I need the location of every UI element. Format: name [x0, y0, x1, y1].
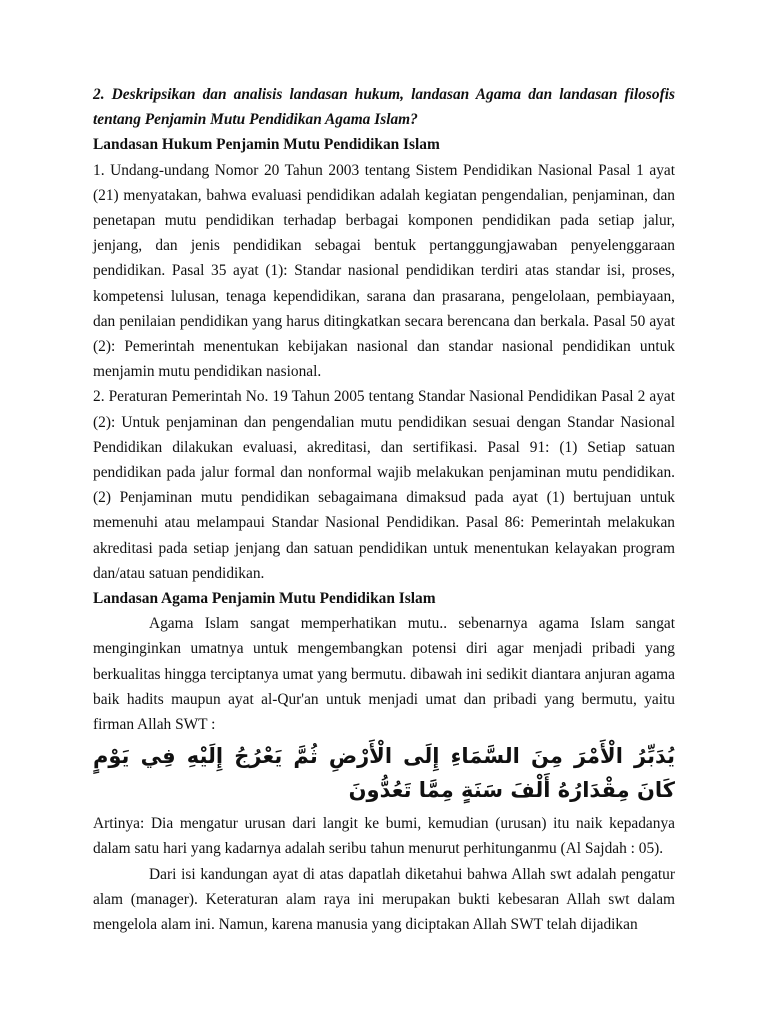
section-heading-hukum: Landasan Hukum Penjamin Mutu Pendidikan Islam	[93, 136, 440, 154]
paragraph-uu-20-2003: 1. Undang-undang Nomor 20 Tahun 2003 tentang Sistem Pendidikan Nasional Pasal 1 ayat (21) menyatakan, bahwa evaluasi pendidikan adalah kegiatan pengendalian, penjaminan, dan penetapan mutu pendidikan terhadap berbagai komponen pendidikan pada setiap jalur, jenjang, dan jenis pendidikan sebagai bentuk pertanggungjawaban penyelenggaraan pendidikan. Pasal 35 ayat (1): Standar nasional pendidikan terdiri atas standar isi, proses, kompetensi lulusan, tenaga kependidikan, sarana dan prasarana, pengelolaan, pembiayaan, dan penilaian pendidikan yang harus ditingkatkan secara berencana dan berkala. Pasal 50 ayat (2): Pemerintah menentukan kebijakan nasional dan standar nasional pendidikan untuk menjamin mutu pendidikan nasional.	[93, 161, 675, 381]
paragraph-agama-intro: Agama Islam sangat memperhatikan mutu.. sebenarnya agama Islam sangat menginginkan umatnya untuk mengembangkan potensi diri agar menjadi pribadi yang berkualitas hingga terciptanya umat yang bermutu. dibawah ini sedikit diantara anjuran agama baik hadits maupun ayat al-Qur'an untuk menjadi umat dan pribadi yang bermutu, yaitu firman Allah SWT :	[93, 615, 675, 734]
question-text: 2. Deskripsikan dan analisis landasan hukum, landasan Agama dan landasan filosofis tentang Penjamin Mutu Pendidikan Agama Islam?	[93, 86, 675, 129]
paragraph-pp-19-2005: 2. Peraturan Pemerintah No. 19 Tahun 2005 tentang Standar Nasional Pendidikan Pasal 2 ayat (2): Untuk penjaminan dan pengendalian mutu pendidikan sesuai dengan Standar Nasional Pendidikan dilakukan evaluasi, akreditasi, dan sertifikasi. Pasal 91: (1) Setiap satuan pendidikan pada jalur formal dan nonformal wajib melakukan penjaminan mutu pendidikan. (2) Penjaminan mutu pendidikan sebagaimana dimaksud pada ayat (1) bertujuan untuk memenuhi atau melampaui Standar Nasional Pendidikan. Pasal 86: Pemerintah melakukan akreditasi pada setiap jenjang dan satuan pendidikan untuk menentukan kelayakan program dan/atau satuan pendidikan.	[93, 388, 675, 582]
section-heading-agama: Landasan Agama Penjamin Mutu Pendidikan Islam	[93, 590, 436, 608]
verse-translation: Artinya: Dia mengatur urusan dari langit ke bumi, kemudian (urusan) itu naik kepadanya dalam satu hari yang kadarnya adalah seribu tahun menurut perhitunganmu (Al Sajdah : 05).	[93, 815, 675, 858]
quran-verse-arabic: يُدَبِّرُ الْأَمْرَ مِنَ السَّمَاءِ إِلَى الْأَرْضِ ثُمَّ يَعْرُجُ إِلَيْهِ فِي يَوْمٍ كَانَ مِقْدَارُهُ أَلْفَ سَنَةٍ مِمَّا تَعُدُّونَ	[93, 744, 675, 803]
document-page	[93, 82, 675, 937]
paragraph-verse-explanation: Dari isi kandungan ayat di atas dapatlah diketahui bahwa Allah swt adalah pengatur alam (manager). Keteraturan alam raya ini merupakan bukti kebesaran Allah swt dalam mengelola alam ini. Namun, karena manusia yang diciptakan Allah SWT telah dijadikan	[93, 865, 675, 934]
